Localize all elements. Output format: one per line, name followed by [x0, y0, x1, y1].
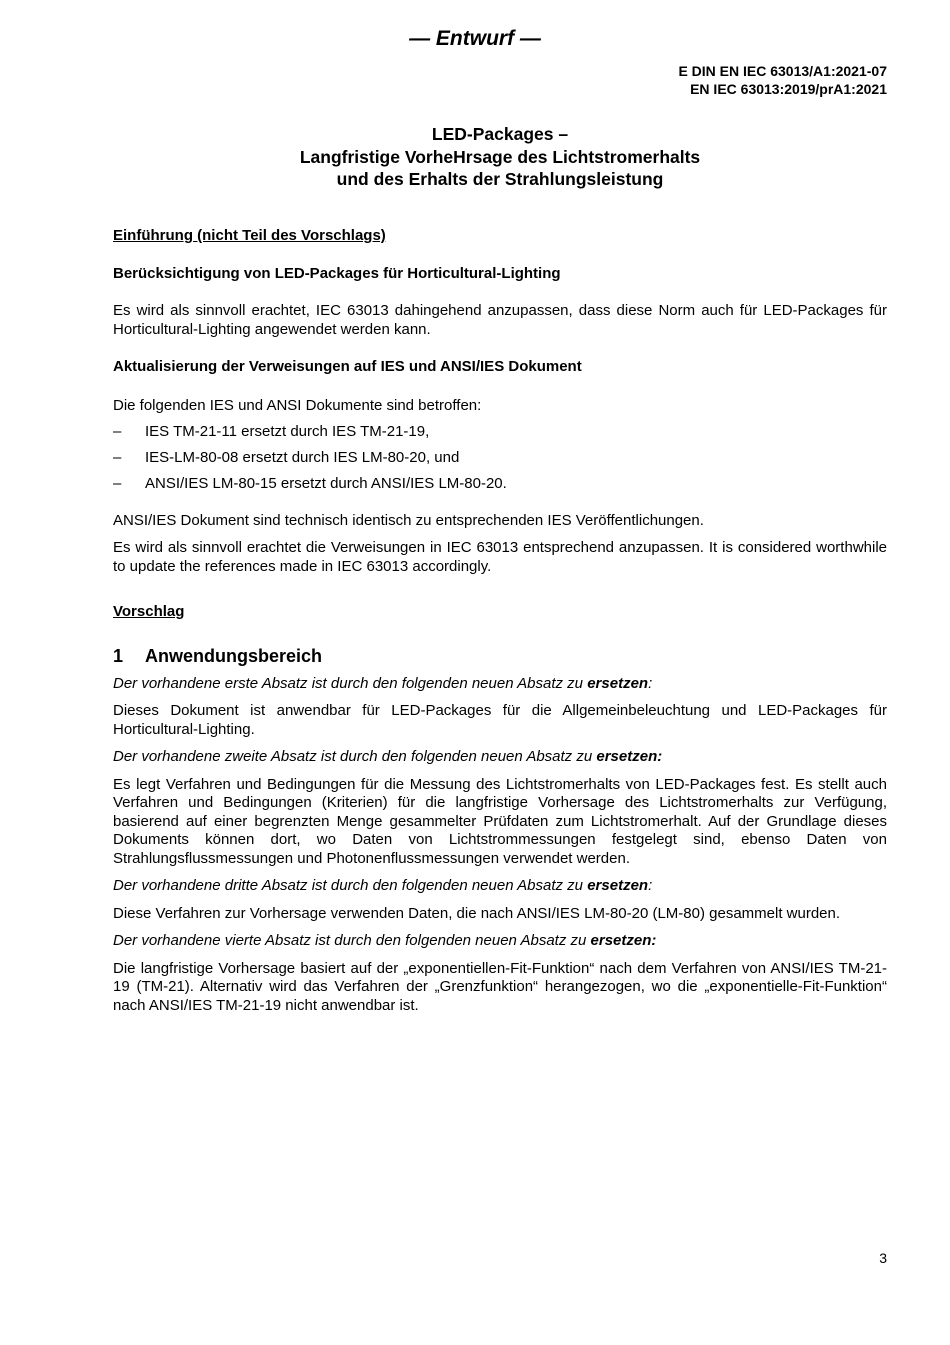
intro-sub2-text-2: Es wird als sinnvoll erachtet die Verweisungen in IEC 63013 entsprechend anzupassen. It is considered worthwhile to update the references made in IEC 63013 accordingly. — [113, 539, 887, 575]
intro-sub1-heading: Berücksichtigung von LED-Packages für Horticultural-Lighting — [113, 264, 561, 282]
list-item: – IES-LM-80-08 ersetzt durch IES LM-80-20, und — [113, 449, 460, 466]
instruction-1: Der vorhandene erste Absatz ist durch den folgenden neuen Absatz zu ersetzen: — [113, 674, 653, 692]
section-title: Anwendungsbereich — [145, 645, 323, 666]
document-body — [113, 227, 887, 1015]
doc-id-din: E DIN EN IEC 63013/A1:2021-07 — [678, 63, 887, 79]
affected-documents-list — [113, 423, 887, 494]
section-number: 1 — [113, 645, 124, 666]
draft-watermark-heading: — Entwurf — — [409, 27, 541, 50]
doc-id-en: EN IEC 63013:2019/prA1:2021 — [690, 81, 887, 97]
list-item: – IES TM-21-11 ersetzt durch IES TM-21-19, — [113, 423, 430, 440]
instruction-3: Der vorhandene dritte Absatz ist durch den folgenden neuen Absatz zu ersetzen: — [113, 877, 653, 894]
list-dash: – — [113, 449, 122, 466]
title-line-1: LED-Packages – — [431, 124, 569, 144]
list-item: – ANSI/IES LM-80-15 ersetzt durch ANSI/IES LM-80-20. — [113, 475, 507, 492]
paragraph-2: Es legt Verfahren und Bedingungen für die Messung des Lichtstromerhalts von LED-Packages fest. Es stellt auch Verfahren und Bedingungen (Kriterien) für die langfristige Vorhersage des Lichtstromerhalts zur Verfügung, basierend auf einer begrenzten Menge gesammelter Prüfdaten zum Lichtstromerhalt. Auf der Grundlage dieses Dokuments können dort, wo Daten von Lichtstrommessungen festgelegt sind, ebenso Daten von Strahlungsflussmessungen und Photonenflussmessungen verwendet werden. — [113, 775, 887, 867]
document-identifiers — [678, 62, 887, 98]
intro-sub1-text: Es wird als sinnvoll erachtet, IEC 63013 dahingehend anzupassen, dass diese Norm auch für LED-Packages für Horticultural-Lighting angewendet werden kann. — [113, 302, 887, 338]
instruction-2: Der vorhandene zweite Absatz ist durch den folgenden neuen Absatz zu ersetzen: — [113, 748, 663, 765]
intro-sub2-lead: Die folgenden IES und ANSI Dokumente sind betroffen: — [113, 396, 482, 414]
paragraph-3: Diese Verfahren zur Vorhersage verwenden Daten, die nach ANSI/IES LM-80-20 (LM-80) gesammelt wurden. — [113, 904, 841, 922]
paragraph-4: Die langfristige Vorhersage basiert auf der „exponentiellen-Fit-Funktion“ nach dem Verfahren von ANSI/IES TM-21-19 (TM-21). Alternativ wird das Verfahren der „Grenzfunktion“ herangezogen, wo die „exponentielle-Fit-Funktion“ nach ANSI/IES TM-21-19 nicht anwendbar ist. — [113, 959, 887, 1014]
intro-heading: Einführung (nicht Teil des Vorschlags) — [113, 227, 386, 244]
page-number: 3 — [879, 1250, 887, 1266]
list-dash: – — [113, 423, 122, 440]
paragraph-1: Dieses Dokument ist anwendbar für LED-Packages für die Allgemeinbeleuchtung und LED-Packages für Horticultural-Lighting. — [113, 702, 887, 738]
intro-sub2-heading: Aktualisierung der Verweisungen auf IES und ANSI/IES Dokument — [113, 358, 582, 375]
section-heading — [113, 645, 887, 667]
document-page — [113, 0, 887, 1345]
title-line-2: Langfristige VorheHrsage des Lichtstromerhalts — [299, 146, 701, 167]
document-title — [113, 123, 887, 191]
instruction-4: Der vorhandene vierte Absatz ist durch den folgenden neuen Absatz zu ersetzen: — [113, 932, 657, 949]
list-dash: – — [113, 475, 122, 492]
proposal-heading: Vorschlag — [113, 603, 185, 620]
intro-sub2-text-1: ANSI/IES Dokument sind technisch identisch zu entsprechenden IES Veröffentlichungen. — [113, 511, 704, 529]
title-line-3: und des Erhalts der Strahlungsleistung — [336, 169, 664, 189]
